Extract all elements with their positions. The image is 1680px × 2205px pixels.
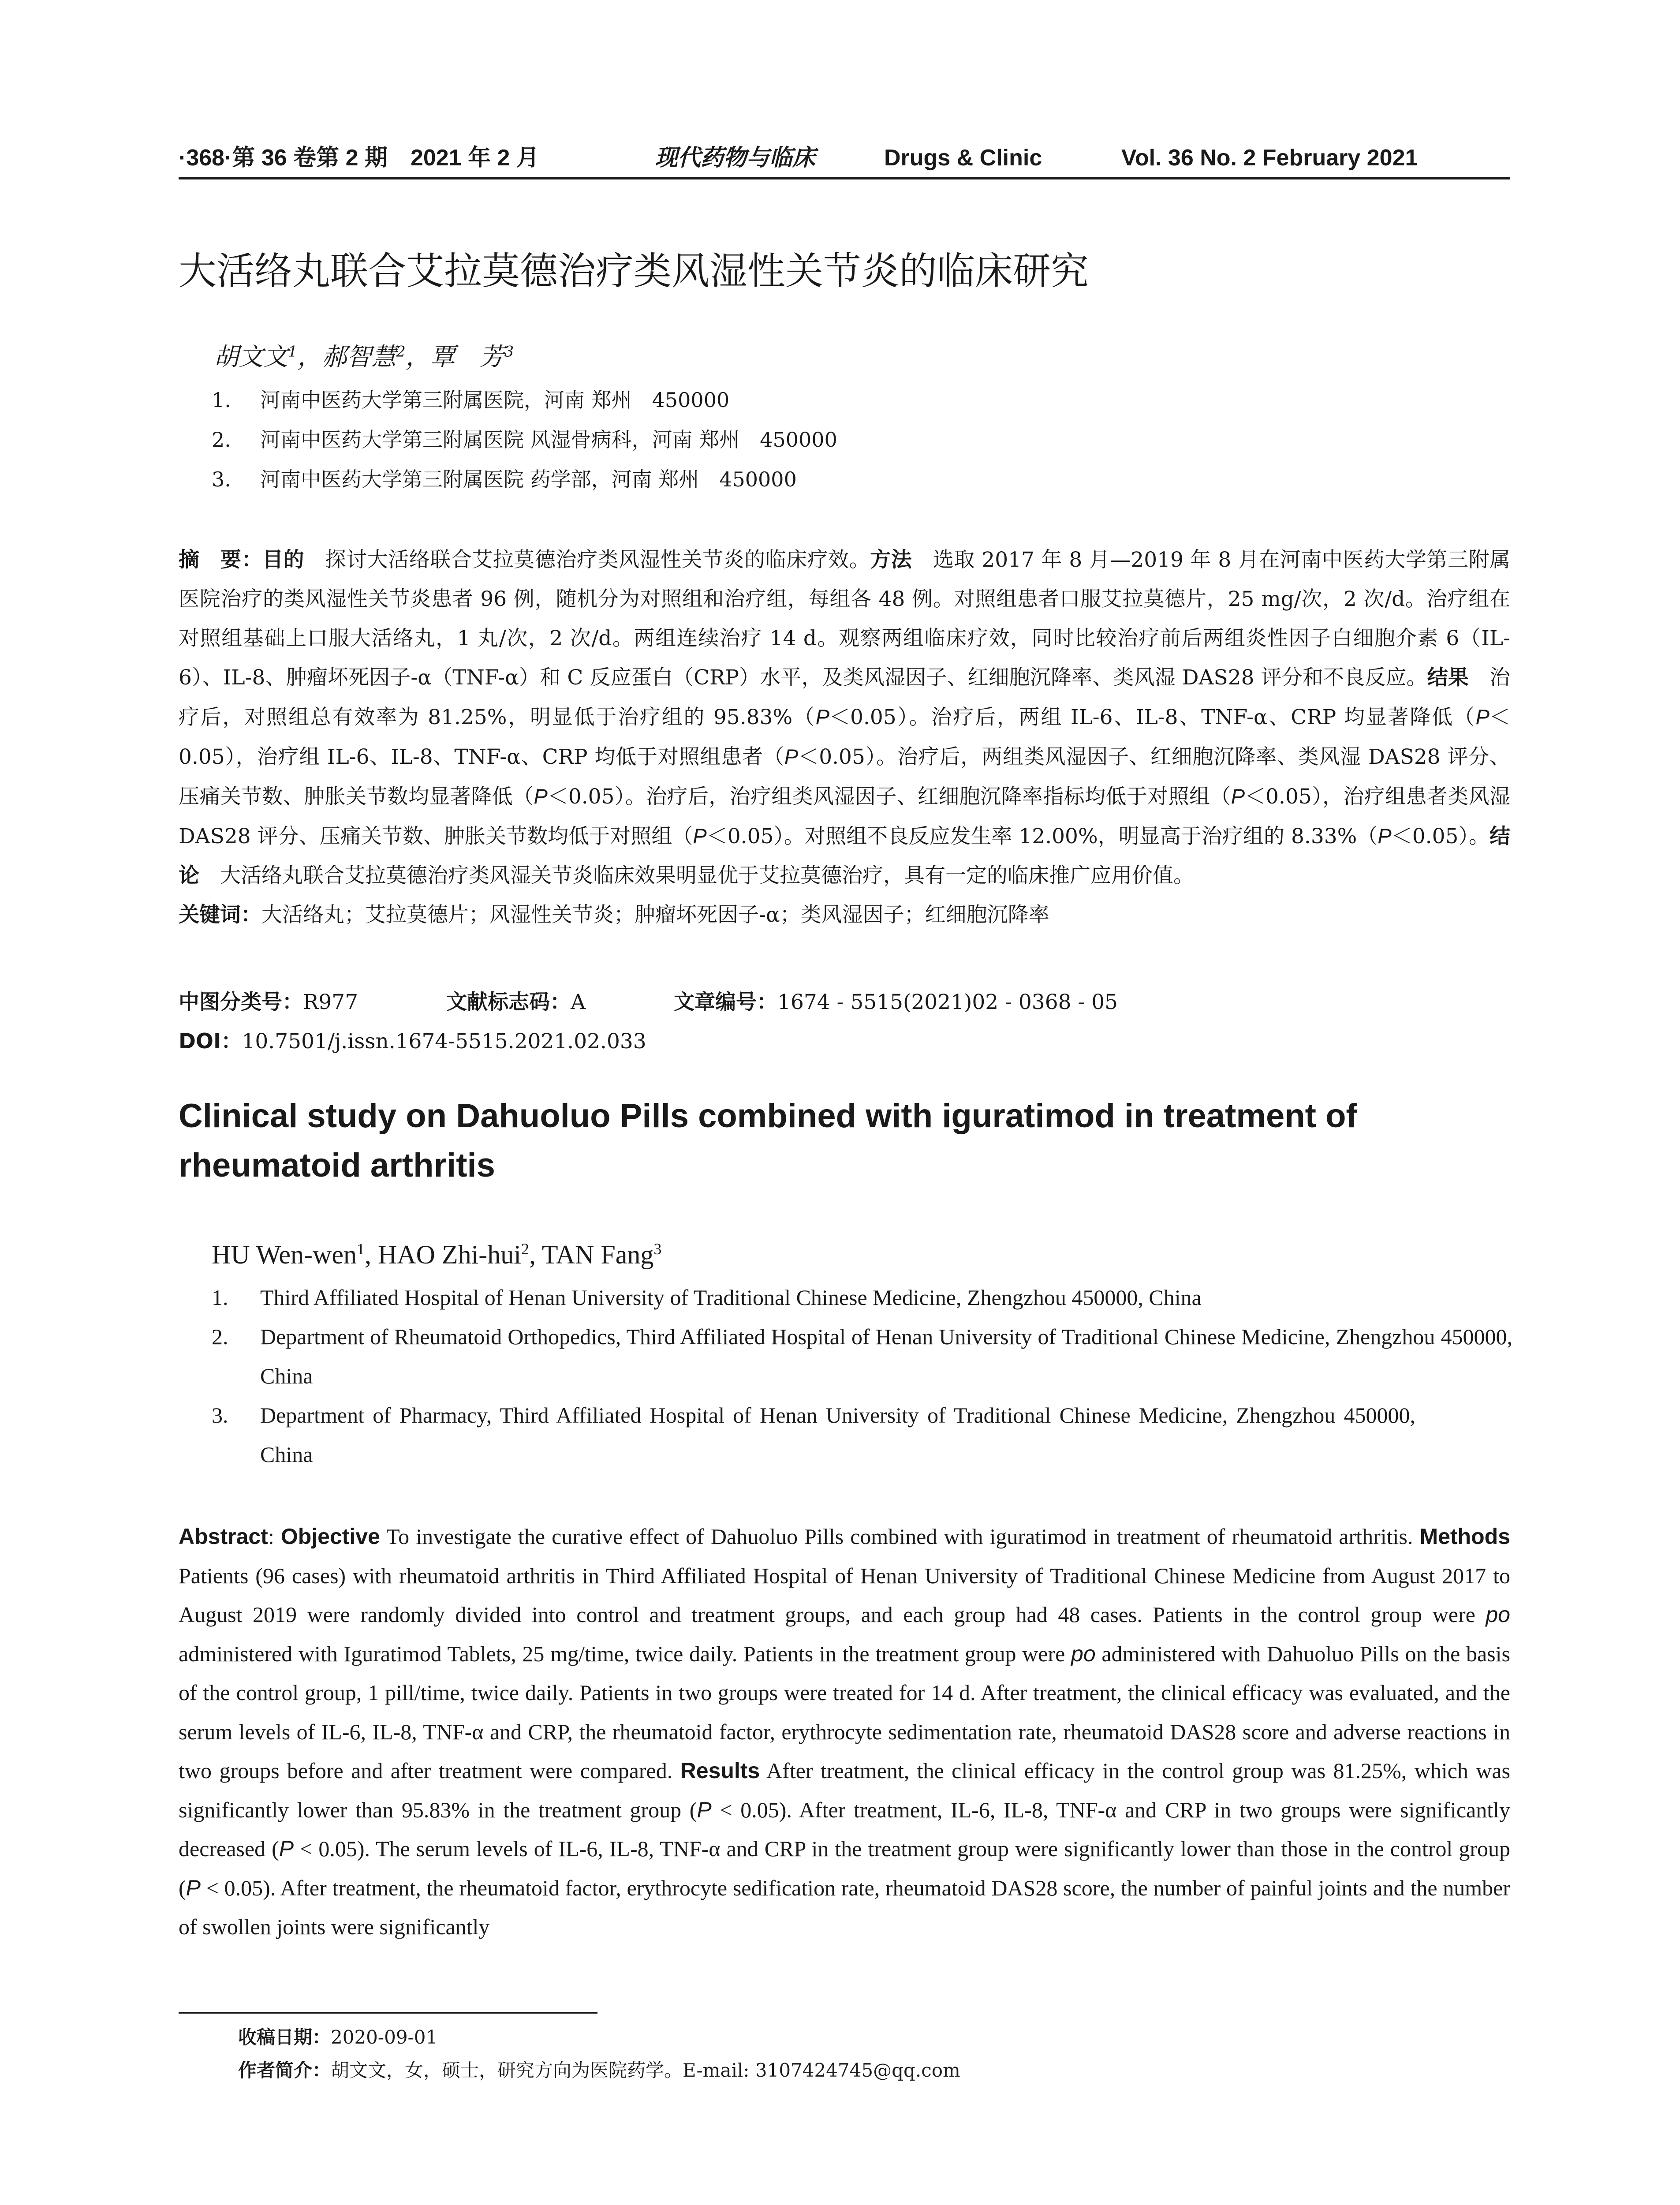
affiliation-text: Department of Pharmacy, Third Affiliated Hospital of Henan University of Traditional Chinese Medicine, Zhengzhou 450000, China <box>260 1403 1415 1467</box>
running-header <box>179 140 1510 180</box>
doc-code-label: 文献标志码： <box>446 990 571 1014</box>
en-affiliation <box>212 1278 1512 1317</box>
en-objective-text: To investigate the curative effect of Dahuoluo Pills combined with iguratimod in treatment of rheumatoid arthritis. <box>380 1524 1420 1549</box>
header-journal-cn: 现代药物与临床 <box>655 144 816 171</box>
cn-results-text: ＜0.05）。治疗后，两组类风湿因子、红细胞沉降率、类风湿 DAS28 评分、压痛关节数、肿胀关节数均显著降低（ <box>179 745 1511 809</box>
article-no-label: 文章编号： <box>674 990 778 1014</box>
p-value-symbol: P <box>186 1875 201 1900</box>
en-author-name: TAN Fang <box>541 1240 654 1269</box>
cn-objective-text: 探讨大活络联合艾拉莫德治疗类风湿性关节炎的临床疗效。 <box>304 548 870 572</box>
clc-value: R977 <box>303 990 358 1014</box>
p-value-symbol: P <box>693 824 707 848</box>
affiliation-text: 河南中医药大学第三附属医院 药学部，河南 郑州 450000 <box>260 467 797 491</box>
en-authors <box>212 1235 661 1274</box>
en-methods-text: administered with Iguratimod Tablets, 25 mg/time, twice daily. Patients in the treatment group were <box>179 1641 1071 1666</box>
en-title: Clinical study on Dahuoluo Pills combined with iguratimod in treatment of rheumatoid arthritis <box>179 1097 1357 1184</box>
cn-results-text: ＜0.05）。治疗后，治疗组类风湿因子、红细胞沉降率指标均低于对照组（ <box>547 785 1231 809</box>
author-bio-text: 胡文文，女，硕士，研究方向为医院药学。E-mail: 3107424745@qq.com <box>331 2059 960 2081</box>
p-value-symbol: P <box>1475 705 1490 729</box>
header-journal-en: Drugs & Clinic <box>884 145 1042 171</box>
cn-author-sup: 3 <box>504 343 514 360</box>
cn-keywords-label: 关键词： <box>179 903 261 927</box>
cn-methods-label: 方法 <box>870 548 912 572</box>
cn-results-text: ＜0.05）。对照组不良反应发生率 12.00%，明显高于治疗组的 8.33%（ <box>706 824 1378 848</box>
p-value-symbol: P <box>784 745 799 768</box>
affiliation-number: 1. <box>212 1285 228 1310</box>
en-author-sup: 3 <box>653 1240 662 1258</box>
cn-results-label: 结果 <box>1427 665 1469 690</box>
cn-objective-label: 目的 <box>262 548 305 572</box>
cn-affiliation <box>212 380 1512 420</box>
doi-line <box>179 1024 646 1059</box>
en-objective-label: Objective <box>280 1524 380 1549</box>
cn-affiliation <box>212 460 1512 499</box>
footnote-rule <box>179 2012 597 2014</box>
header-rule <box>179 177 1510 179</box>
en-abstract-colon: : <box>268 1524 281 1549</box>
affiliation-number: 1. <box>212 388 231 412</box>
article-no-value: 1674 - 5515(2021)02 - 0368 - 05 <box>777 990 1118 1014</box>
en-author-sup: 1 <box>356 1240 365 1258</box>
cn-author-sup: 2 <box>396 343 406 360</box>
header-page-info: ·368·第 36 卷第 2 期 2021 年 2 月 <box>179 145 539 171</box>
en-methods-text: administered with Dahuoluo Pills on the basis of the control group, 1 pill/time, twice daily. Patients in two groups were treated for 14 d. After treatment, the clinical efficacy was evaluated, and the serum levels of IL-6, IL-8, TNF-α and CRP, the rheumatoid factor, erythrocyte sedimentation rate, rheumatoid DAS28 score and adverse reactions in two groups before and after treatment were compared. <box>179 1641 1510 1783</box>
en-results-text: After treatment, the clinical efficacy in the control group was 81.25%, which was significantly lower than 95.83% in the treatment group ( <box>179 1758 1510 1822</box>
cn-author-name: 胡文文 <box>214 343 288 371</box>
cn-results-text: ＜0.05），治疗组患者类风湿 DAS28 评分、压痛关节数、肿胀关节数均低于对照组（ <box>179 785 1510 848</box>
p-value-symbol: P <box>279 1836 294 1861</box>
cn-author-name: 郝智慧 <box>322 343 396 371</box>
received-value: 2020-09-01 <box>331 2026 438 2048</box>
cn-results-text: ＜0.05）。治疗后，两组 IL-6、IL-8、TNF-α、CRP 均显著降低（ <box>829 705 1476 729</box>
affiliation-number: 2. <box>212 428 231 452</box>
doi-label: DOI： <box>179 1029 242 1054</box>
cn-results-text: 治疗后，对照组总有效率为 81.25%，明显低于治疗组的 95.83%（ <box>179 665 1511 729</box>
en-author-name: HU Wen-wen <box>212 1240 357 1269</box>
cn-conclusion-text: 大活络丸联合艾拉莫德治疗类风湿关节炎临床效果明显优于艾拉莫德治疗，具有一定的临床推广应用价值。 <box>199 863 1194 888</box>
po-abbrev: po <box>1486 1602 1510 1627</box>
cn-abstract <box>179 540 1510 934</box>
en-results-text: < 0.05). After treatment, the rheumatoid factor, erythrocyte sedification rate, rheumatoid DAS28 score, the number of painful joints and the number of swollen joints were significantly <box>179 1875 1510 1939</box>
cn-author-name: 覃 芳 <box>430 343 504 371</box>
cn-results-text: ＜0.05），治疗组 IL-6、IL-8、TNF-α、CRP 均低于对照组患者（ <box>179 705 1510 769</box>
cn-affiliations <box>212 380 1512 499</box>
author-bio-label: 作者简介： <box>238 2059 331 2081</box>
en-affiliation <box>212 1396 1512 1474</box>
affiliation-number: 2. <box>212 1324 228 1349</box>
affiliation-text: Third Affiliated Hospital of Henan University of Traditional Chinese Medicine, Zhengzhou 450000, China <box>260 1285 1202 1310</box>
p-value-symbol: P <box>1231 785 1245 808</box>
header-volume: Vol. 36 No. 2 February 2021 <box>1121 145 1418 171</box>
en-abstract-label: Abstract <box>179 1524 268 1549</box>
affiliation-text: 河南中医药大学第三附属医院，河南 郑州 450000 <box>260 388 730 412</box>
cn-keywords: 大活络丸；艾拉莫德片；风湿性关节炎；肿瘤坏死因子-α；类风湿因子；红细胞沉降率 <box>261 903 1049 927</box>
en-results-text: < 0.05). The serum levels of IL-6, IL-8, TNF-α and CRP in the treatment group were significantly lower than those in the control group ( <box>179 1836 1510 1900</box>
en-results-label: Results <box>680 1758 760 1783</box>
p-value-symbol: P <box>815 705 830 729</box>
doc-code-value: A <box>571 990 586 1014</box>
clc-label: 中图分类号： <box>179 990 303 1014</box>
cn-title: 大活络丸联合艾拉莫德治疗类风湿性关节炎的临床研究 <box>179 249 1089 293</box>
cn-author-sup: 1 <box>288 343 298 360</box>
cn-conclusion-label: 结论 <box>179 824 1510 888</box>
en-methods-text: Patients (96 cases) with rheumatoid arthritis in Third Affiliated Hospital of Henan University of Traditional Chinese Medicine from August 2017 to August 2019 were randomly divided into control and treatment groups, and each group had 48 cases. Patients in the control group were <box>179 1563 1510 1627</box>
en-affiliations <box>212 1278 1512 1474</box>
author-bio <box>238 2055 960 2086</box>
received-label: 收稿日期： <box>238 2026 331 2048</box>
en-methods-label: Methods <box>1419 1524 1510 1549</box>
affiliation-number: 3. <box>212 1403 228 1428</box>
received-date <box>238 2022 437 2053</box>
en-author-sup: 2 <box>521 1240 529 1258</box>
p-value-symbol: P <box>1378 824 1392 848</box>
en-author-name: HAO Zhi-hui <box>377 1240 521 1269</box>
p-value-symbol: P <box>534 785 548 808</box>
cn-methods-text: 选取 2017 年 8 月—2019 年 8 月在河南中医药大学第三附属医院治疗的类风湿性关节炎患者 96 例，随机分为对照组和治疗组，每组各 48 例。对照组患者口服艾拉莫德片，25 mg/次，2 次/d。治疗组在对照组基础上口服大活络丸，1 丸/次，2 次/d。两组连续治疗 14 d。观察两组临床疗效，同时比较治疗前后两组炎性因子白细胞介素 6（IL-6）、IL-8、肿瘤坏死因子-α（TNF-α）和 C 反应蛋白（CRP）水平，及类风湿因子、红细胞沉降率、类风湿 DAS28 评分和不良反应。 <box>179 548 1510 690</box>
en-author-sep: , <box>364 1240 378 1269</box>
po-abbrev: po <box>1071 1641 1096 1666</box>
cn-author-sep: ， <box>405 343 430 371</box>
en-abstract <box>179 1517 1510 1947</box>
affiliation-text: Department of Rheumatoid Orthopedics, Third Affiliated Hospital of Henan University of Traditional Chinese Medicine, Zhengzhou 450000, China <box>260 1324 1512 1388</box>
p-value-symbol: P <box>697 1797 712 1822</box>
en-results-text: < 0.05). After treatment, IL-6, IL-8, TNF-α and CRP in two groups were significantly decreased ( <box>179 1797 1510 1861</box>
cn-author-sep: ， <box>297 343 322 371</box>
classification-line <box>179 985 1118 1020</box>
cn-affiliation <box>212 420 1512 460</box>
affiliation-text: 河南中医药大学第三附属医院 风湿骨病科，河南 郑州 450000 <box>260 428 837 452</box>
doi-value: 10.7501/j.issn.1674-5515.2021.02.033 <box>242 1029 646 1054</box>
affiliation-number: 3. <box>212 467 231 491</box>
cn-abstract-label: 摘 要： <box>179 548 263 572</box>
en-affiliation <box>212 1317 1512 1396</box>
cn-results-text: ＜0.05）。 <box>1391 824 1490 848</box>
en-author-sep: , <box>529 1240 542 1269</box>
cn-authors <box>214 337 514 377</box>
